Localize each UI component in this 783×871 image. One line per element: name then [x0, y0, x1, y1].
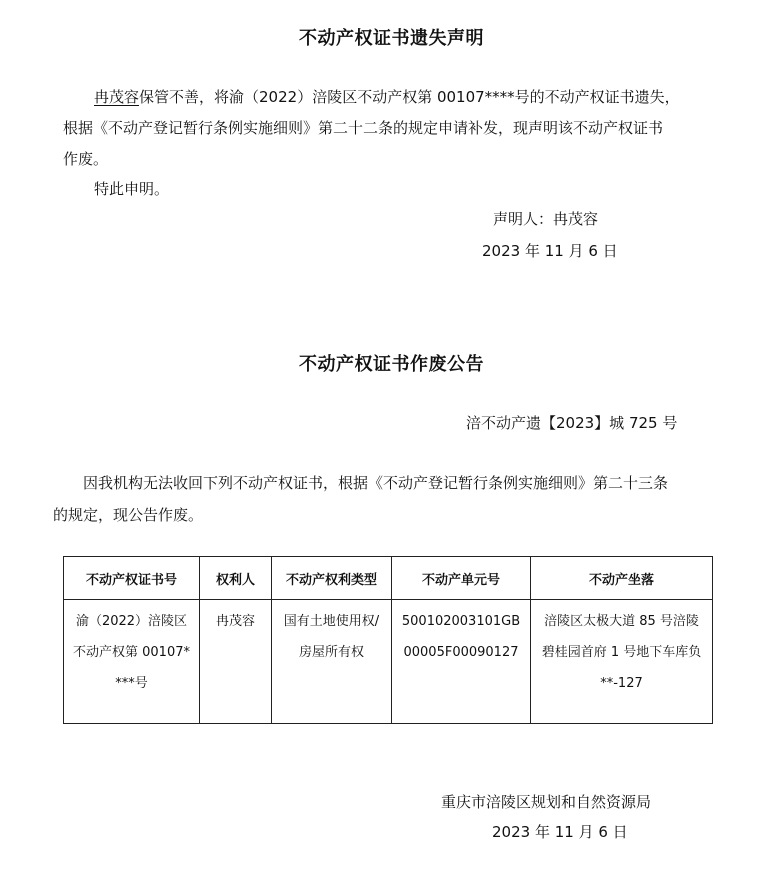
table-header-row: [64, 557, 713, 600]
cell-unit-no-line-2: 00005F00090127: [403, 645, 519, 660]
notice-issuer: 重庆市涪陵区规划和自然资源局: [441, 793, 652, 811]
cell-location: [531, 600, 713, 724]
cell-owner: [200, 600, 272, 724]
column-header-location: 不动产坐落: [531, 557, 713, 600]
cell-owner-text: 冉茂容: [215, 614, 255, 629]
cell-right-type: [272, 600, 392, 724]
statement-title: 不动产权证书遗失声明: [299, 28, 484, 49]
cell-location-line-3: **-127: [600, 676, 643, 691]
column-header-cert-no: 不动产权证书号: [64, 557, 200, 600]
statement-paragraph-line-2: 根据《不动产登记暂行条例实施细则》第二十二条的规定申请补发，现声明该不动产权证书: [63, 119, 664, 137]
statement-closing: 特此申明。: [94, 180, 170, 198]
declarant-name: 冉茂容: [94, 88, 140, 106]
notice-title: 不动产权证书作废公告: [299, 354, 484, 375]
notice-date: 2023 年 11 月 6 日: [492, 823, 628, 841]
statement-line-1-text: 保管不善，将渝（2022）涪陵区不动产权第 00107****号的不动产权证书遗失，: [139, 88, 680, 106]
notice-doc-number: 涪不动产遗【2023】城 725 号: [466, 414, 678, 432]
cell-location-line-1: 涪陵区太极大道 85 号涪陵: [544, 614, 699, 629]
cell-right-type-line-1: 国有土地使用权/: [283, 614, 380, 629]
statement-paragraph-line-3: 作废。: [63, 150, 109, 168]
statement-date: 2023 年 11 月 6 日: [482, 242, 618, 260]
cell-unit-no: [392, 600, 531, 724]
column-header-right-type: 不动产权利类型: [272, 557, 392, 600]
cell-right-type-line-2: 房屋所有权: [298, 645, 364, 660]
table-row: [64, 600, 713, 724]
statement-paragraph-line-1: [94, 86, 680, 107]
cell-cert-no-line-3: ***号: [115, 676, 148, 691]
statement-declarant: 声明人：冉茂容: [493, 210, 599, 228]
column-header-unit-no: 不动产单元号: [392, 557, 531, 600]
certificate-table: [63, 556, 713, 724]
cell-cert-no: [64, 600, 200, 724]
cell-cert-no-line-1: 渝（2022）涪陵区: [75, 614, 188, 629]
cell-location-line-2: 碧桂园首府 1 号地下车库负: [541, 645, 702, 660]
cell-unit-no-line-1: 500102003101GB: [401, 614, 521, 629]
cell-cert-no-line-2: 不动产权第 00107*: [73, 645, 190, 660]
notice-body-line-1: 因我机构无法收回下列不动产权证书，根据《不动产登记暂行条例实施细则》第二十三条: [83, 474, 669, 492]
notice-body-line-2: 的规定，现公告作废。: [53, 506, 204, 524]
column-header-owner: 权利人: [200, 557, 272, 600]
